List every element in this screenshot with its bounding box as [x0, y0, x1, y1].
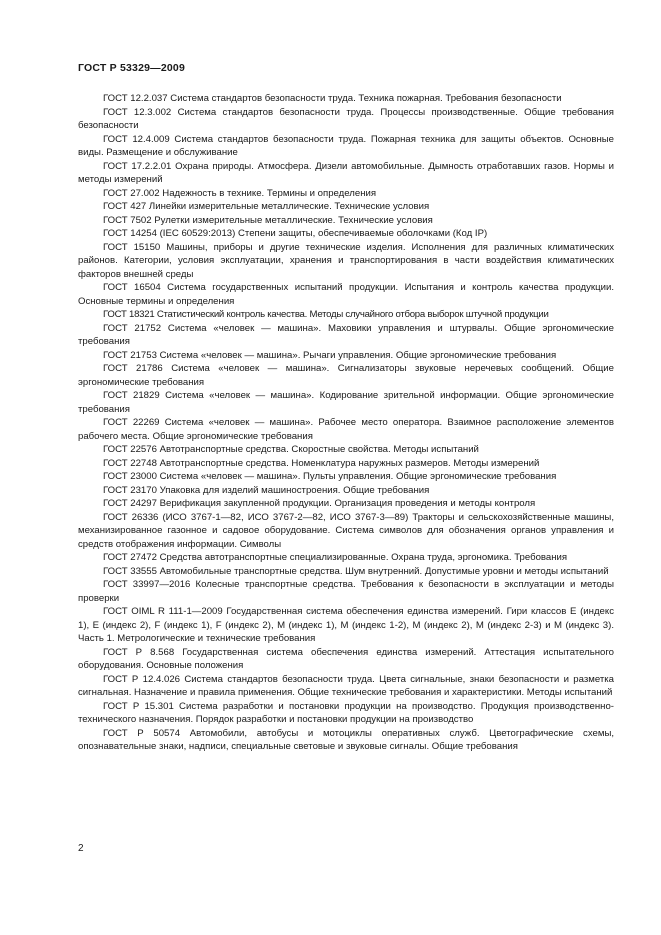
reference-item: ГОСТ 17.2.2.01 Охрана природы. Атмосфера. Дизели автомобильные. Дымность отработавших газов. Нормы и методы измерений [78, 160, 614, 185]
reference-item: ГОСТ 15150 Машины, приборы и другие технические изделия. Исполнения для различных климатических районов. Категории, условия эксплуатации, хранения и транспортирования в части воздействия климатических факторов внешней среды [78, 241, 614, 280]
normative-references [78, 92, 614, 754]
reference-item: ГОСТ Р 12.4.026 Система стандартов безопасности труда. Цвета сигнальные, знаки безопасности и разметка сигнальная. Назначение и правила применения. Общие технические требования и характеристики. Методы испытаний [78, 673, 614, 698]
page-number: 2 [78, 843, 84, 854]
reference-item: ГОСТ 14254 (IEC 60529:2013) Степени защиты, обеспечиваемые оболочками (Код IP) [103, 228, 488, 239]
reference-item: ГОСТ 22576 Автотранспортные средства. Скоростные свойства. Методы испытаний [103, 444, 479, 455]
reference-item: ГОСТ 21829 Система «человек — машина». Кодирование зрительной информации. Общие эргономические требования [78, 390, 614, 415]
reference-item: ГОСТ 16504 Система государственных испытаний продукции. Испытания и контроль качества продукции. Основные термины и определения [78, 282, 614, 307]
reference-item: ГОСТ 427 Линейки измерительные металлические. Технические условия [103, 201, 430, 212]
reference-item: ГОСТ 26336 (ИСО 3767-1—82, ИСО 3767-2—82, ИСО 3767-3—89) Тракторы и сельскохозяйственные машины, механизированное газонное и садовое оборудование. Система символов для обозначения органов управления и средств отображения информации. Символы [78, 511, 614, 550]
reference-item: ГОСТ 27.002 Надежность в технике. Термины и определения [103, 187, 377, 199]
reference-item: ГОСТ 12.2.037 Система стандартов безопасности труда. Техника пожарная. Требования безопасности [103, 93, 562, 104]
reference-item: ГОСТ Р 8.568 Государственная система обеспечения единства измерений. Аттестация испытательного оборудования. Основные положения [78, 646, 614, 671]
reference-item: ГОСТ 24297 Верификация закупленной продукции. Организация проведения и методы контроля [103, 498, 536, 509]
reference-item: ГОСТ 27472 Средства автотранспортные специализированные. Охрана труда, эргономика. Требования [103, 552, 568, 563]
reference-item: ГОСТ 22748 Автотранспортные средства. Номенклатура наружных размеров. Методы измерений [103, 457, 540, 469]
reference-item: ГОСТ Р 15.301 Система разработки и постановки продукции на производство. Продукция производственно-технического назначения. Порядок разработки и постановки продукции на производство [78, 700, 614, 725]
reference-item: ГОСТ 23170 Упаковка для изделий машиностроения. Общие требования [103, 484, 430, 496]
reference-item: ГОСТ 18321 Статистический контроль качества. Методы случайного отбора выборок штучной продукции [103, 309, 549, 320]
reference-item: ГОСТ 12.3.002 Система стандартов безопасности труда. Процессы производственные. Общие требования безопасности [78, 106, 614, 131]
reference-item: ГОСТ 21786 Система «человек — машина». Сигнализаторы звуковые неречевых сообщений. Общие эргономические требования [78, 363, 614, 388]
reference-item: ГОСТ 22269 Система «человек — машина». Рабочее место оператора. Взаимное расположение элементов рабочего места. Общие эргономические требования [78, 417, 614, 442]
reference-item: ГОСТ 23000 Система «человек — машина». Пульты управления. Общие эргономические требования [103, 471, 557, 482]
reference-item: ГОСТ 12.4.009 Система стандартов безопасности труда. Пожарная техника для защиты объектов. Основные виды. Размещение и обслуживание [78, 133, 614, 158]
reference-item: ГОСТ Р 50574 Автомобили, автобусы и мотоциклы оперативных служб. Цветографические схемы, опознавательные знаки, надписи, специальные световые и звуковые сигналы. Общие требования [78, 727, 614, 752]
reference-item: ГОСТ 33555 Автомобильные транспортные средства. Шум внутренний. Допустимые уровни и методы испытаний [103, 565, 609, 577]
reference-item: ГОСТ OIML R 111-1—2009 Государственная система обеспечения единства измерений. Гири классов E (индекс 1), E (индекс 2), F (индекс 1), F (индекс 2), M (индекс 1), M (индекс 1-2), M (индекс 2), M (индекс 2-3) и M (индекс 3). Часть 1. Метрологические и технические требования [78, 606, 614, 644]
reference-item: ГОСТ 21753 Система «человек — машина». Рычаги управления. Общие эргономические требования [103, 349, 557, 361]
reference-item: ГОСТ 21752 Система «человек — машина». Маховики управления и штурвалы. Общие эргономические требования [78, 322, 614, 347]
reference-item: ГОСТ 33997—2016 Колесные транспортные средства. Требования к безопасности в эксплуатации и методы проверки [78, 579, 614, 604]
document-header: ГОСТ Р 53329—2009 [78, 62, 186, 74]
reference-item: ГОСТ 7502 Рулетки измерительные металлические. Технические условия [103, 214, 433, 226]
